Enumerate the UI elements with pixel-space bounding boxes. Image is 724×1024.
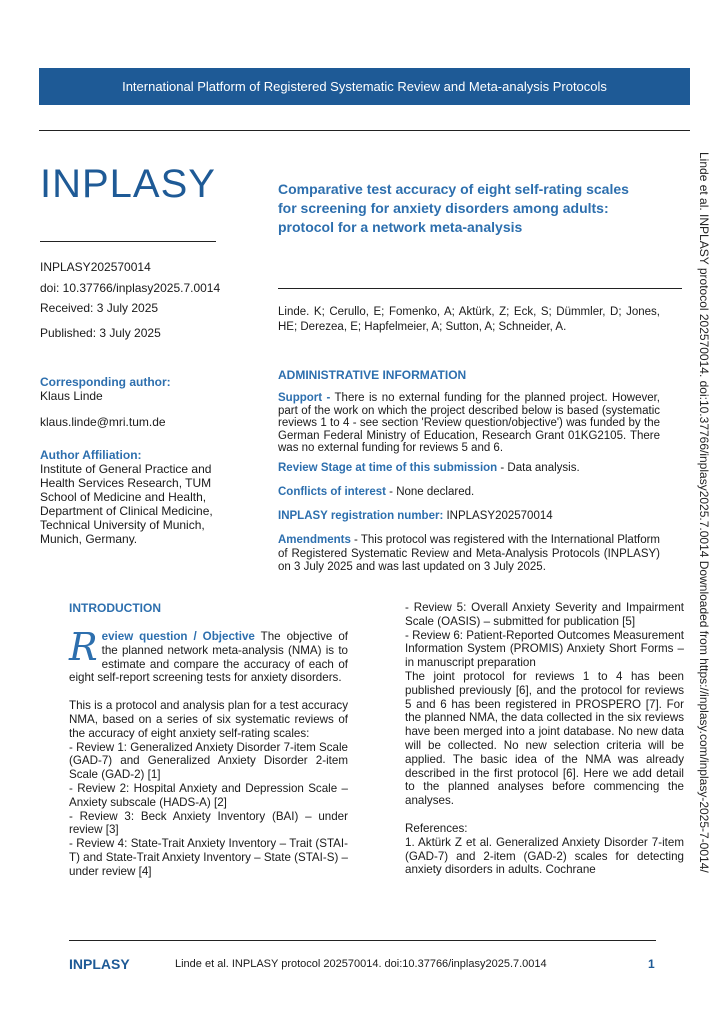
header-banner: International Platform of Registered Systematic Review and Meta-analysis Protocols (39, 68, 690, 105)
introduction-heading: INTRODUCTION (69, 601, 161, 615)
corresponding-author-name: Klaus Linde (40, 389, 103, 403)
journal-logo: INPLASY (40, 162, 216, 206)
article-id: INPLASY202570014 (40, 260, 151, 274)
review-item: - Review 1: Generalized Anxiety Disorder 7-item Scale (GAD-7) and Generalized Anxiety Disorder 2-item Scale (GAD-2) [1] (69, 740, 349, 782)
amendments-text: - This protocol was registered with the International Platform of Registered Systematic Review and Meta-Analysis Protocols (INPLASY) on 3 July 2025 and was last updated on 3 July 2025. (278, 534, 661, 573)
affiliation-line: Health Services Research, TUM (40, 476, 212, 490)
corresponding-author-email[interactable]: klaus.linde@mri.tum.de (40, 415, 166, 429)
review-item: - Review 4: State-Trait Anxiety Inventory – Trait (STAI-T) and State-Trait Anxiety Inventory – State (STAI-S) – under review [4] (69, 837, 349, 878)
affiliation-line: Munich, Germany. (40, 532, 138, 546)
page-number: 1 (648, 957, 655, 971)
received-date: Received: 3 July 2025 (40, 301, 159, 315)
article-doi[interactable]: doi: 10.37766/inplasy2025.7.0014 (40, 281, 221, 295)
footer-rule (69, 940, 656, 941)
review-item: - Review 6: Patient-Reported Outcomes Measurement Information System (PROMIS) Anxiety Short Forms – in manuscript preparation (405, 628, 685, 670)
registration-label: INPLASY registration number: (278, 510, 444, 522)
review-stage-label: Review Stage at time of this submission (278, 462, 498, 474)
corresponding-author (40, 375, 240, 429)
intro-paragraph: The joint protocol for reviews 1 to 4 has been published previously [6], and the protocol for reviews 5 and 6 has been registered in PROSPERO [7]. For the planned NMA, the data collected in the six reviews have been merged into a joint database. No new data will be collected. No new selection criteria will be applied. The basic idea of the NMA was already described in the first protocol [6]. Here we add detail to the planned analyses before commencing the analyses. (405, 669, 684, 808)
support-text: There is no external funding for the planned project. However, part of the work on which the project described below is based (systematic reviews 1 to 4 - see section 'Review question/objective') was funded by the German Federal Ministry of Education, Research Grant 01KG2105. There was no external funding for reviews 5 and 6. (278, 392, 660, 454)
review-item: - Review 5: Overall Anxiety Severity and Impairment Scale (OASIS) – submitted for publication [5] (405, 601, 684, 628)
intro-paragraph: This is a protocol and analysis plan for a test accuracy NMA, based on a series of six systematic reviews of the accuracy of eight anxiety self-rating scales: (69, 699, 348, 740)
top-rule (39, 130, 690, 131)
reference-item: 1. Aktürk Z et al. Generalized Anxiety Disorder 7-item (GAD-7) and 2-item (GAD-2) scales for detecting anxiety disorders in adults. Cochrane (405, 835, 684, 877)
title-rule (278, 288, 682, 289)
coi-label: Conflicts of interest (278, 486, 386, 498)
registration-number (278, 510, 660, 523)
intro-right-column (405, 601, 684, 877)
author-affiliation (40, 448, 240, 546)
author-list: Linde. K; Cerullo, E; Fomenko, A; Aktürk, Z; Eck, S; Dümmler, D; Jones, HE; Derezea, E; Hapfelmeier, A; Sutton, A; Schneider, A. (278, 306, 660, 333)
review-item: - Review 2: Hospital Anxiety and Depression Scale – Anxiety subscale (HADS-A) [2] (69, 781, 348, 809)
coi-text: - None declared. (385, 486, 475, 498)
references-label: References: (405, 821, 468, 835)
conflicts-of-interest (278, 486, 660, 499)
lead-text: The objective of the planned network meta-analysis (NMA) is to estimate and compare the accuracy of each of eight self-report screening tests for anxiety disorders. (69, 630, 349, 685)
affiliation-line: School of Medicine and Health, (40, 490, 207, 504)
corresponding-author-label: Corresponding author: (40, 375, 171, 389)
vertical-citation-text: Linde et al. INPLASY protocol 202570014. doi:10.37766/inplasy2025.7.0014 Downloaded from https://inplasy.com/inplasy-2025-7-0014/ (697, 152, 711, 873)
review-stage (278, 462, 660, 475)
amendments (278, 534, 660, 575)
support-label: Support - (278, 392, 331, 404)
support-statement (278, 392, 660, 455)
published-date: Published: 3 July 2025 (40, 326, 161, 340)
logo-rule (40, 241, 216, 242)
amendments-label: Amendments (278, 534, 351, 546)
lead-label: eview question / Objective (101, 630, 255, 643)
review-stage-text: - Data analysis. (497, 462, 580, 474)
intro-left-column (69, 625, 349, 879)
affiliation-line: Institute of General Practice and (40, 462, 212, 476)
review-item: - Review 3: Beck Anxiety Inventory (BAI) – under review [3] (69, 809, 348, 837)
footer-logo: INPLASY (69, 956, 130, 972)
affiliation-label: Author Affiliation: (40, 448, 142, 462)
vertical-citation (693, 152, 713, 917)
admin-heading: ADMINISTRATIVE INFORMATION (278, 368, 467, 382)
footer-citation: Linde et al. INPLASY protocol 202570014. doi:10.37766/inplasy2025.7.0014 (175, 958, 547, 970)
intro-lead-paragraph (69, 625, 349, 685)
affiliation-line: Department of Clinical Medicine, (40, 504, 213, 518)
drop-cap: R (69, 625, 98, 669)
registration-value: INPLASY202570014 (443, 510, 553, 522)
article-title: Comparative test accuracy of eight self-rating scales for screening for anxiety disorders among adults: protocol for a network meta-analysis (278, 181, 629, 235)
affiliation-line: Technical University of Munich, (40, 518, 205, 532)
